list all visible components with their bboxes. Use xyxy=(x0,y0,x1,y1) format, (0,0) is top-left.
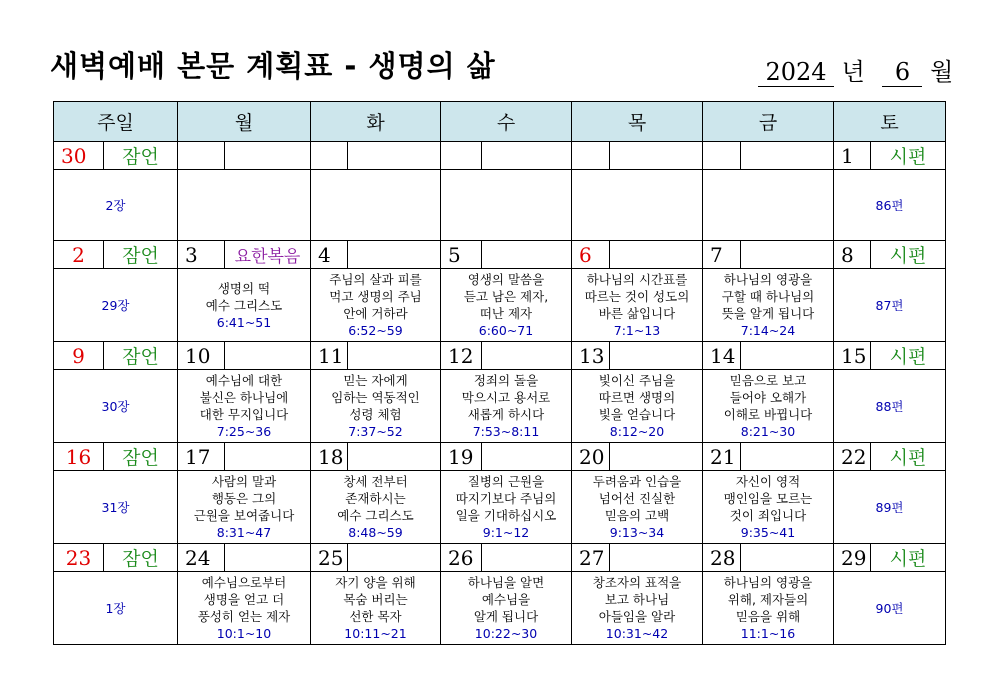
day-content xyxy=(572,269,703,342)
day-note xyxy=(482,342,572,370)
header-cell: 목 xyxy=(572,102,703,142)
month-value: 6 xyxy=(882,58,922,87)
passage-title-line: 믿음을 위해 xyxy=(735,609,801,624)
sunday-book: 잠언 xyxy=(104,142,178,170)
header-cell: 월 xyxy=(178,102,311,142)
passage-title-line: 임하는 역동적인 xyxy=(331,390,420,405)
day-content xyxy=(572,370,703,443)
week-date-row xyxy=(54,142,946,170)
sunday-chapter: 2장 xyxy=(54,170,178,241)
day-content xyxy=(311,370,441,443)
saturday-book: 시편 xyxy=(871,544,946,572)
day-date: 14 xyxy=(703,342,741,370)
day-content xyxy=(441,370,572,443)
day-date xyxy=(178,142,225,170)
saturday-book: 시편 xyxy=(871,142,946,170)
passage-title-line: 따지기보다 주님의 xyxy=(455,491,557,506)
saturday-chapter: 86편 xyxy=(834,170,946,241)
scripture-reference: 11:1~16 xyxy=(740,626,796,641)
passage-title-line: 목숨 버리는 xyxy=(343,592,408,607)
passage-title-line: 이해로 바뀝니다 xyxy=(723,407,813,422)
passage-title-line: 넘어선 진실한 xyxy=(598,491,676,506)
saturday-chapter: 90편 xyxy=(834,572,946,645)
day-content xyxy=(441,471,572,544)
passage-title-line: 대한 무지입니다 xyxy=(199,407,289,422)
passage-title-line: 보고 하나님 xyxy=(604,592,670,607)
day-content xyxy=(441,170,572,241)
day-content xyxy=(703,471,834,544)
week-date-row xyxy=(54,241,946,269)
passage-title-line: 하나님의 영광을 xyxy=(723,272,813,287)
header-cell: 수 xyxy=(441,102,572,142)
week-content-row xyxy=(54,269,946,342)
day-note xyxy=(225,142,311,170)
day-date: 24 xyxy=(178,544,225,572)
saturday-chapter: 89편 xyxy=(834,471,946,544)
day-note xyxy=(225,342,311,370)
day-content xyxy=(178,572,311,645)
passage-title-line: 불신은 하나님에 xyxy=(199,390,289,405)
saturday-book: 시편 xyxy=(871,342,946,370)
day-date: 3 xyxy=(178,241,225,269)
passage-title-line: 자신이 영적 xyxy=(735,474,801,489)
passage-title-line: 풍성히 얻는 제자 xyxy=(197,609,291,624)
day-date: 21 xyxy=(703,443,741,471)
passage-title-line: 구할 때 하나님의 xyxy=(721,289,815,304)
passage-title-line: 따르는 것이 성도의 xyxy=(584,289,690,304)
passage-title-line: 존재하시는 xyxy=(345,491,406,506)
week-date-row xyxy=(54,342,946,370)
day-note xyxy=(741,544,834,572)
passage-title-line: 들어야 오해가 xyxy=(729,390,807,405)
saturday-date: 29 xyxy=(834,544,871,572)
day-note xyxy=(225,443,311,471)
sunday-chapter: 29장 xyxy=(54,269,178,342)
day-content xyxy=(311,170,441,241)
passage-title-line: 영생의 말씀을 xyxy=(467,272,545,287)
sunday-chapter: 1장 xyxy=(54,572,178,645)
year-value: 2024 xyxy=(758,58,834,87)
passage-title-line: 정죄의 돌을 xyxy=(473,373,539,388)
day-content xyxy=(703,170,834,241)
saturday-chapter: 88편 xyxy=(834,370,946,443)
year-month xyxy=(758,52,953,87)
day-date xyxy=(311,142,348,170)
scripture-reference: 10:22~30 xyxy=(474,626,538,641)
scripture-reference: 10:11~21 xyxy=(344,626,407,641)
day-date: 20 xyxy=(572,443,610,471)
passage-title-line: 생명을 얻고 더 xyxy=(203,592,285,607)
passage-title-line: 빛을 얻습니다 xyxy=(598,407,676,422)
scripture-reference: 6:41~51 xyxy=(216,314,272,330)
passage-title-line: 아들임을 알라 xyxy=(598,609,676,624)
passage-title-line: 뜻을 알게 됩니다 xyxy=(721,306,815,321)
day-note xyxy=(610,342,703,370)
scripture-reference: 6:60~71 xyxy=(478,323,534,338)
day-date: 18 xyxy=(311,443,348,471)
day-date: 25 xyxy=(311,544,348,572)
day-date: 13 xyxy=(572,342,610,370)
passage-title-line: 것이 죄입니다 xyxy=(729,508,807,523)
year-unit: 년 xyxy=(841,58,865,86)
day-content xyxy=(703,269,834,342)
day-date: 6 xyxy=(572,241,610,269)
scripture-reference: 9:1~12 xyxy=(482,525,530,540)
passage-title-line: 자기 양을 위해 xyxy=(335,575,416,590)
passage-title-line: 선한 목자 xyxy=(349,609,402,624)
passage-title-line: 알게 됩니다 xyxy=(473,609,539,624)
passage-title-line: 새롭게 하시다 xyxy=(467,407,545,422)
passage-title-line: 예수님을 xyxy=(481,592,531,607)
week-date-row xyxy=(54,443,946,471)
saturday-date: 15 xyxy=(834,342,871,370)
day-note xyxy=(610,142,703,170)
week-content-row xyxy=(54,471,946,544)
sunday-book: 잠언 xyxy=(104,342,178,370)
passage-title-line: 듣고 남은 제자, xyxy=(463,289,549,304)
book-label: 요한복음 xyxy=(225,241,311,269)
day-note xyxy=(482,142,572,170)
passage-title-line: 근원을 보여줍니다 xyxy=(193,508,295,523)
day-note xyxy=(348,443,441,471)
sunday-date: 16 xyxy=(54,443,104,471)
week-content-row xyxy=(54,572,946,645)
sunday-chapter: 31장 xyxy=(54,471,178,544)
scripture-reference: 8:31~47 xyxy=(216,525,272,540)
day-date xyxy=(441,142,482,170)
scripture-reference: 9:35~41 xyxy=(740,525,796,540)
day-content xyxy=(178,370,311,443)
passage-title-line: 일을 기대하십시오 xyxy=(455,508,557,523)
passage-title-line: 예수 그리스도 xyxy=(337,508,414,523)
saturday-book: 시편 xyxy=(871,241,946,269)
passage-title-line: 성령 체험 xyxy=(349,407,402,422)
day-content xyxy=(572,170,703,241)
day-content xyxy=(703,370,834,443)
scripture-reference: 8:48~59 xyxy=(348,525,403,540)
schedule-table xyxy=(53,101,946,645)
day-note xyxy=(610,443,703,471)
scripture-reference: 6:52~59 xyxy=(348,323,403,338)
day-note xyxy=(741,142,834,170)
header-cell: 금 xyxy=(703,102,834,142)
sunday-book: 잠언 xyxy=(104,443,178,471)
passage-title-line: 먹고 생명의 주님 xyxy=(329,289,422,304)
passage-title-line: 예수님으로부터 xyxy=(201,575,287,590)
header-cell: 토 xyxy=(834,102,946,142)
passage-title-line: 사람의 말과 xyxy=(211,474,277,489)
sunday-book: 잠언 xyxy=(104,241,178,269)
day-date: 27 xyxy=(572,544,610,572)
scripture-reference: 7:53~8:11 xyxy=(472,424,540,439)
scripture-reference: 8:12~20 xyxy=(609,424,665,439)
day-date xyxy=(703,142,741,170)
day-note xyxy=(348,544,441,572)
passage-title-line: 창조자의 표적을 xyxy=(592,575,682,590)
day-content xyxy=(178,269,311,342)
scripture-reference: 10:31~42 xyxy=(605,626,669,641)
day-content xyxy=(441,269,572,342)
saturday-date: 22 xyxy=(834,443,871,471)
passage-title-line: 안에 거하라 xyxy=(343,306,408,321)
passage-title-line: 질병의 근원을 xyxy=(467,474,545,489)
header-cell: 화 xyxy=(311,102,441,142)
day-date: 26 xyxy=(441,544,482,572)
scripture-reference: 8:21~30 xyxy=(740,424,796,439)
passage-title-line: 두려움과 인습을 xyxy=(592,474,682,489)
passage-title-line: 맹인임을 모르는 xyxy=(723,491,813,506)
saturday-date: 1 xyxy=(834,142,871,170)
day-date: 5 xyxy=(441,241,482,269)
day-content xyxy=(311,471,441,544)
day-content xyxy=(441,572,572,645)
day-note xyxy=(741,241,834,269)
day-content xyxy=(703,572,834,645)
week-date-row xyxy=(54,544,946,572)
day-date: 12 xyxy=(441,342,482,370)
passage-title-line: 믿음으로 보고 xyxy=(729,373,807,388)
passage-title-line: 주님의 살과 피를 xyxy=(329,272,422,287)
passage-title-line: 따르면 생명의 xyxy=(598,390,676,405)
day-note xyxy=(741,443,834,471)
day-content xyxy=(572,572,703,645)
day-content xyxy=(311,572,441,645)
day-note xyxy=(348,342,441,370)
passage-title-line: 막으시고 용서로 xyxy=(461,390,551,405)
passage-title-line: 바른 삶입니다 xyxy=(598,306,676,321)
scripture-reference: 7:37~52 xyxy=(348,424,403,439)
scripture-reference: 7:14~24 xyxy=(740,323,796,338)
saturday-chapter: 87편 xyxy=(834,269,946,342)
passage-title-line: 예수님에 대한 xyxy=(205,373,283,388)
day-note xyxy=(610,544,703,572)
day-note xyxy=(610,241,703,269)
day-date: 4 xyxy=(311,241,348,269)
passage-title-line: 행동은 그의 xyxy=(211,491,277,506)
passage-title-line: 믿는 자에게 xyxy=(343,373,408,388)
scripture-reference: 10:1~10 xyxy=(216,626,272,641)
sunday-date: 2 xyxy=(54,241,104,269)
sunday-date: 30 xyxy=(54,142,104,170)
day-date: 10 xyxy=(178,342,225,370)
day-date: 11 xyxy=(311,342,348,370)
day-note xyxy=(482,544,572,572)
week-content-row xyxy=(54,170,946,241)
day-date: 7 xyxy=(703,241,741,269)
day-content xyxy=(311,269,441,342)
day-note xyxy=(348,142,441,170)
day-date: 28 xyxy=(703,544,741,572)
day-content xyxy=(178,471,311,544)
passage-title-line: 믿음의 고백 xyxy=(604,508,670,523)
passage-title-line: 빛이신 주님을 xyxy=(598,373,676,388)
header-row xyxy=(54,102,946,142)
passage-title-line: 창세 전부터 xyxy=(343,474,408,489)
day-note xyxy=(482,241,572,269)
passage-title-line: 예수 그리스도 xyxy=(205,297,283,313)
day-date: 19 xyxy=(441,443,482,471)
week-content-row xyxy=(54,370,946,443)
scripture-reference: 9:13~34 xyxy=(609,525,665,540)
sunday-date: 23 xyxy=(54,544,104,572)
passage-title-line: 떠난 제자 xyxy=(479,306,533,321)
day-note xyxy=(741,342,834,370)
sunday-chapter: 30장 xyxy=(54,370,178,443)
saturday-book: 시편 xyxy=(871,443,946,471)
scripture-reference: 7:25~36 xyxy=(216,424,272,439)
passage-title-line: 하나님을 알면 xyxy=(467,575,545,590)
day-note xyxy=(482,443,572,471)
sunday-book: 잠언 xyxy=(104,544,178,572)
day-note xyxy=(225,544,311,572)
month-unit: 월 xyxy=(930,58,954,86)
passage-title-line: 생명의 떡 xyxy=(217,280,271,296)
passage-title-line: 위해, 제자들의 xyxy=(727,592,809,607)
day-date: 17 xyxy=(178,443,225,471)
day-content xyxy=(572,471,703,544)
day-note xyxy=(348,241,441,269)
passage-title-line: 하나님의 시간표를 xyxy=(586,272,688,287)
page-title: 새벽예배 본문 계획표 - 생명의 삶 xyxy=(50,49,496,83)
day-date xyxy=(572,142,610,170)
scripture-reference: 7:1~13 xyxy=(613,323,661,338)
sunday-date: 9 xyxy=(54,342,104,370)
passage-title-line: 하나님의 영광을 xyxy=(723,575,813,590)
saturday-date: 8 xyxy=(834,241,871,269)
header-cell: 주일 xyxy=(54,102,178,142)
day-content xyxy=(178,170,311,241)
